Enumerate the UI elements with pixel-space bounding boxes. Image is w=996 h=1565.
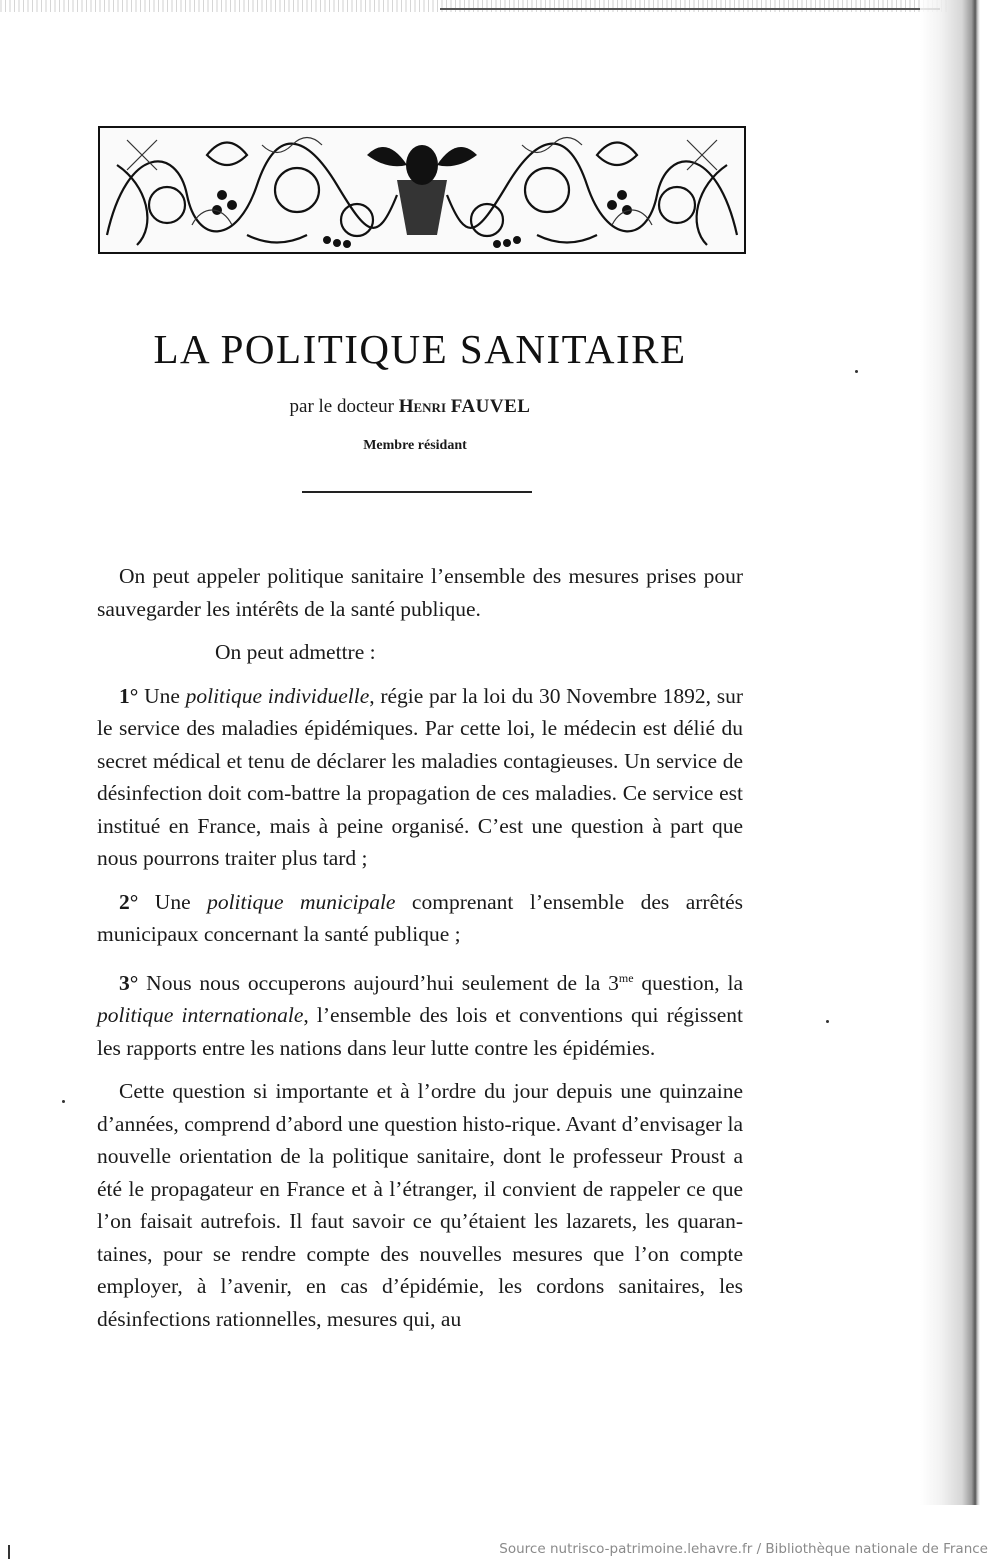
paragraph-item-3: 3° Nous nous occuperons aujourd’hui seulement de la $3^{me}$ question, la politique internationale, l’ensemble des lois et conventions qui régissent les rapports entre les nations dans leur lutte contre les épidémies. xyxy=(97,970,743,1060)
scan-speck xyxy=(855,370,858,373)
scan-speck xyxy=(62,1100,65,1103)
emphasis-term: politique internationale xyxy=(97,1003,304,1028)
scan-top-line xyxy=(440,8,940,10)
title-divider xyxy=(302,491,532,493)
article-title: LA POLITIQUE SANITAIRE xyxy=(153,326,687,372)
paragraph-item-1: 1° Une politique individuelle, régie par la loi du 30 Novembre 1892, sur le service des maladies épidémiques. Par cette loi, le médecin est délié du secret médical et tenu de déclarer les maladies contagieuses. Un service de désinfection doit com-battre la propagation de ces maladies. Ce service est institué en France, mais à peine organisé. C’est une question à part que nous pourrons traiter plus tard ; xyxy=(97,683,743,870)
author-role: Membre résidant xyxy=(363,438,467,453)
item-number: 3° xyxy=(119,970,139,995)
article-body xyxy=(97,560,743,1346)
paragraph-intro: On peut appeler politique sanitaire l’ensemble des mesures prises pour sauvegarder les intérêts de la santé publique. xyxy=(97,564,743,621)
author-byline xyxy=(0,396,820,418)
byline-prefix: par le docteur xyxy=(289,396,394,417)
emphasis-term: politique individuelle xyxy=(185,683,370,708)
author-last-name: FAUVEL xyxy=(450,396,531,417)
scan-speck xyxy=(826,1020,829,1023)
item-number: 1° xyxy=(119,683,139,708)
page-gutter-shadow xyxy=(920,0,980,1505)
author-first-name: Henri xyxy=(398,396,447,417)
item-number: 2° xyxy=(119,889,139,914)
emphasis-term: politique municipale xyxy=(207,889,396,914)
ornament-headpiece-icon xyxy=(97,125,747,255)
scan-top-edge xyxy=(0,0,950,12)
paragraph-admettre: On peut admettre : xyxy=(215,640,376,664)
scan-speck xyxy=(8,1545,10,1559)
source-attribution: Source nutrisco-patrimoine.lehavre.fr / Bibliothèque nationale de France xyxy=(499,1541,988,1557)
paragraph-history: Cette question si importante et à l’ordre du jour depuis une quinzaine d’années, comprend d’abord une question histo-rique. Avant d’envisager la nouvelle orientation de la politique sanitaire, dont le professeur Proust a été le propagateur en France et à l’étranger, il convient de rappeler ce que l’on faisait autrefois. Il faut savoir ce qu’étaient les lazarets, les quaran-taines, pour se rendre compte des nouvelles mesures que l’on compte employer, à l’avenir, en cas d’épidémie, les cordons sanitaires, les désinfections rationnelles, mesures qui, au xyxy=(97,1079,743,1331)
paragraph-item-2: 2° Une politique municipale comprenant l’ensemble des arrêtés municipaux concernant la santé publique ; xyxy=(97,889,744,946)
